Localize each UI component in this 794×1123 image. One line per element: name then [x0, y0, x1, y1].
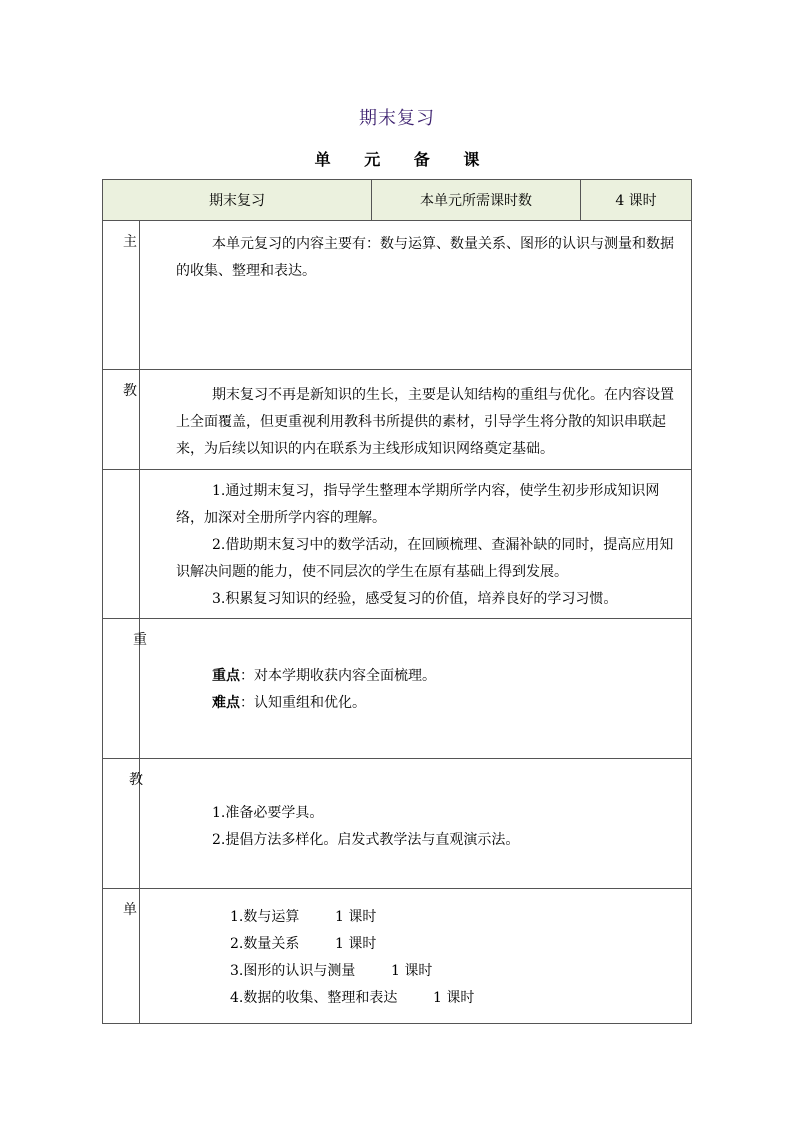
key-points-label: 重	[133, 632, 147, 648]
material-analysis-text: 期末复习不再是新知识的生长，主要是认知结构的重组与优化。在内容设置上全面覆盖，但更重视利用教科书所提供的素材，引导学生将分散的知识串联起来，为后续以知识的内在联系为主线形成知识网络奠定基础。	[176, 387, 674, 457]
key-point-text: ：对本学期收获内容全面梳理。	[240, 668, 436, 684]
material-analysis-cell	[140, 370, 692, 470]
row-label	[103, 221, 140, 370]
schedule-cell	[140, 889, 692, 1024]
schedule-item: 4.数据的收集、整理和表达 1 课时	[230, 990, 475, 1006]
row-label	[103, 470, 140, 619]
unit-plan-table	[102, 179, 692, 1024]
row-label	[103, 889, 140, 1024]
document-subtitle: 单 元 备 课	[314, 150, 494, 169]
row-label	[103, 759, 143, 889]
row-label	[103, 370, 140, 470]
difficult-point-text: ：认知重组和优化。	[240, 695, 366, 711]
difficult-point-heading: 难点	[212, 695, 240, 711]
teaching-prep-cell	[140, 759, 692, 889]
goals-row	[103, 470, 692, 619]
teaching-prep-label: 教	[129, 772, 143, 788]
schedule-item: 3.图形的认识与测量 1 课时	[230, 963, 433, 979]
key-points-cell	[140, 619, 692, 759]
key-point-line	[176, 663, 683, 690]
goal-item: 1.通过期末复习，指导学生整理本学期所学内容，使学生初步形成知识网络，加深对全册所学内容的理解。	[176, 483, 660, 526]
hours-value-cell: 4 课时	[581, 180, 692, 221]
schedule-label: 单	[123, 902, 137, 918]
document-title: 期末复习	[359, 108, 435, 129]
goals-label	[103, 470, 139, 480]
difficult-point-line	[176, 690, 683, 717]
goal-item: 2.借助期末复习中的数学活动，在回顾梳理、查漏补缺的同时，提高应用知识解决问题的能力，使不同层次的学生在原有基础上得到发展。	[176, 537, 674, 580]
goal-item: 3.积累复习知识的经验，感受复习的价值，培养良好的学习习惯。	[212, 591, 618, 607]
main-content-cell	[140, 221, 692, 370]
schedule-row	[103, 889, 692, 1024]
material-analysis-row	[103, 370, 692, 470]
prep-item: 2.提倡方法多样化。启发式教学法与直观演示法。	[212, 832, 520, 848]
key-points-row	[103, 619, 692, 759]
prep-item: 1.准备必要学具。	[212, 805, 324, 821]
main-content-row	[103, 221, 692, 370]
header-row	[103, 180, 692, 221]
unit-name-cell: 期末复习	[103, 180, 372, 221]
schedule-item: 2.数量关系 1 课时	[230, 936, 377, 952]
main-content-label: 主	[123, 234, 137, 250]
teaching-prep-row	[103, 759, 692, 889]
goals-cell	[140, 470, 692, 619]
hours-label-cell: 本单元所需课时数	[372, 180, 581, 221]
row-label	[103, 619, 147, 759]
material-analysis-label: 教	[123, 383, 137, 399]
main-content-text: 本单元复习的内容主要有：数与运算、数量关系、图形的认识与测量和数据的收集、整理和表达。	[176, 236, 674, 279]
key-point-heading: 重点	[212, 668, 240, 684]
schedule-item: 1.数与运算 1 课时	[230, 909, 377, 925]
